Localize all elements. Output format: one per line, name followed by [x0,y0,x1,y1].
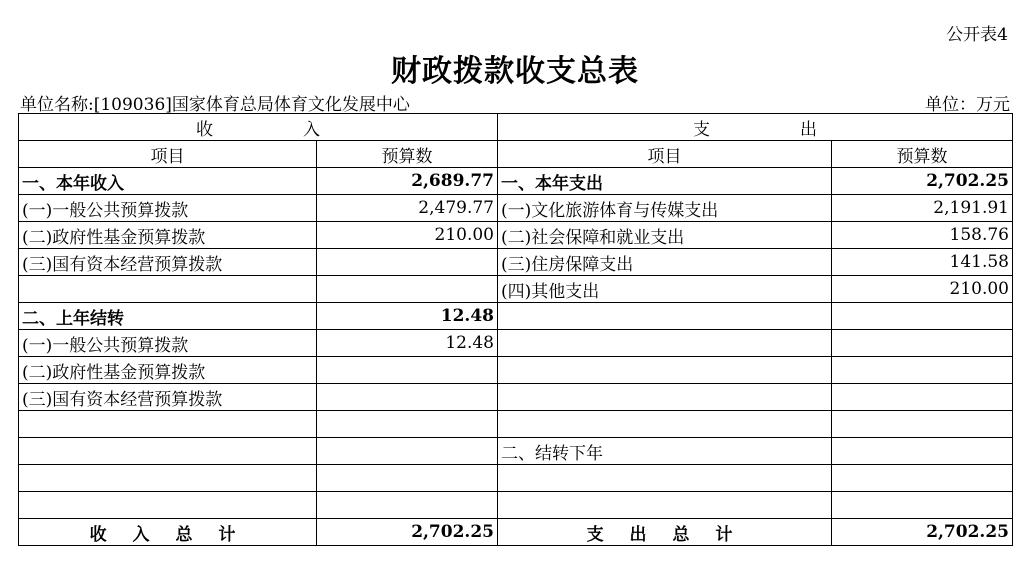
income-item-cell: (一)一般公共预算拨款 [19,195,317,222]
expense-item-cell [498,330,832,357]
income-section-header [19,114,498,141]
expense-item-cell [498,492,832,519]
table-row [19,303,1013,330]
income-value-cell [317,276,498,303]
income-item-cell [19,276,317,303]
income-item-cell: (二)政府性基金预算拨款 [19,357,317,384]
expense-item-cell: (一)文化旅游体育与传媒支出 [498,195,832,222]
expense-item-cell [498,465,832,492]
table-row [19,357,1013,384]
income-value-cell [317,411,498,438]
expense-total-value: 2,702.25 [832,519,1013,546]
table-row [19,168,1013,195]
expense-item-cell: (三)住房保障支出 [498,249,832,276]
table-row [19,330,1013,357]
income-item-cell [19,411,317,438]
income-value-cell: 12.48 [317,330,498,357]
table-row [19,195,1013,222]
income-header-char2: 入 [303,119,320,140]
table-row [19,249,1013,276]
income-item-cell [19,492,317,519]
income-value-cell [317,438,498,465]
income-item-cell: (三)国有资本经营预算拨款 [19,249,317,276]
column-header-row [19,141,1013,168]
expense-value-cell [832,465,1013,492]
expense-section-header [498,114,1013,141]
table-row [19,384,1013,411]
table-number-label: 公开表4 [946,25,1008,45]
expense-value-cell [832,357,1013,384]
income-value-cell [317,357,498,384]
income-value-cell [317,384,498,411]
income-value-cell: 2,479.77 [317,195,498,222]
expense-total-label: 支 出 总 计 [498,519,832,546]
income-item-cell [19,465,317,492]
income-total-value: 2,702.25 [317,519,498,546]
expense-value-cell [832,438,1013,465]
income-value-cell [317,465,498,492]
income-item-cell: (三)国有资本经营预算拨款 [19,384,317,411]
unit-label: 单位：万元 [925,95,1010,115]
income-total-label: 收 入 总 计 [19,519,317,546]
income-item-cell: 一、本年收入 [19,168,317,195]
expense-value-cell [832,492,1013,519]
table-row [19,438,1013,465]
income-header-char1: 收 [196,119,213,140]
expense-item-cell [498,303,832,330]
expense-item-cell [498,384,832,411]
expense-value-cell: 158.76 [832,222,1013,249]
income-item-cell: 二、上年结转 [19,303,317,330]
expense-item-cell [498,411,832,438]
expense-item-header: 项目 [498,141,832,168]
table-row [19,222,1013,249]
expense-value-cell [832,411,1013,438]
table-row [19,492,1013,519]
expense-budget-header: 预算数 [832,141,1013,168]
income-item-cell [19,438,317,465]
expense-value-cell [832,330,1013,357]
expense-value-cell [832,303,1013,330]
income-budget-header: 预算数 [317,141,498,168]
income-value-cell: 210.00 [317,222,498,249]
page-title: 财政拨款收支总表 [391,54,639,89]
expense-value-cell [832,384,1013,411]
expense-header-char1: 支 [693,119,710,140]
totals-row [19,519,1013,546]
income-value-cell: 12.48 [317,303,498,330]
expense-item-cell [498,357,832,384]
table-row [19,465,1013,492]
table-row [19,276,1013,303]
unit-name-label: 单位名称:[109036]国家体育总局体育文化发展中心 [20,95,410,115]
expense-item-cell: (二)社会保障和就业支出 [498,222,832,249]
budget-table [18,113,1013,546]
expense-item-cell: 一、本年支出 [498,168,832,195]
expense-value-cell: 2,191.91 [832,195,1013,222]
income-item-header: 项目 [19,141,317,168]
expense-value-cell: 210.00 [832,276,1013,303]
income-item-cell: (二)政府性基金预算拨款 [19,222,317,249]
expense-item-cell: 二、结转下年 [498,438,832,465]
income-value-cell: 2,689.77 [317,168,498,195]
table-row [19,411,1013,438]
section-header-row [19,114,1013,141]
income-value-cell [317,249,498,276]
expense-item-cell: (四)其他支出 [498,276,832,303]
income-item-cell: (一)一般公共预算拨款 [19,330,317,357]
expense-value-cell: 2,702.25 [832,168,1013,195]
income-value-cell [317,492,498,519]
expense-header-char2: 出 [800,119,817,140]
expense-value-cell: 141.58 [832,249,1013,276]
